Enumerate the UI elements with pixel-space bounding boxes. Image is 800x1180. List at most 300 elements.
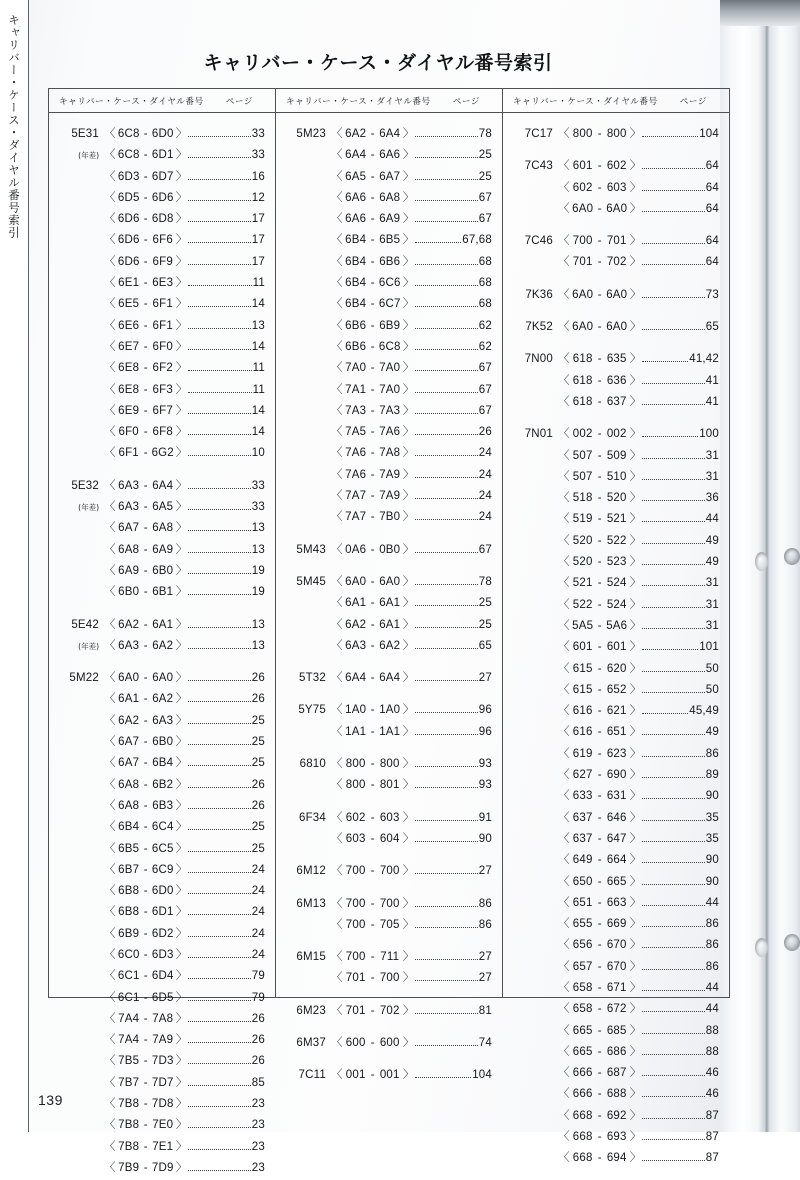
dial-number: 0B0 [379, 543, 401, 556]
pair-close-bracket: 〉 [175, 885, 188, 898]
pair-close-bracket: 〉 [629, 449, 642, 462]
case-dial-pair [331, 862, 414, 878]
case-number: 637 [572, 811, 593, 824]
entry-page-number: 73 [705, 288, 719, 301]
entry-page-number: 25 [478, 618, 492, 631]
pair-open-bracket: 〈 [558, 683, 570, 696]
case-number: 6A5 [345, 170, 367, 183]
caliber-group [49, 477, 275, 605]
dial-number: 647 [606, 832, 627, 845]
pair-open-bracket: 〈 [331, 918, 343, 931]
caliber-number-text: 6M15 [296, 951, 326, 964]
case-dial-pair [104, 776, 187, 792]
dial-number: 694 [606, 1152, 627, 1165]
binder-hole-near-bottom [755, 938, 768, 957]
dot-leader [642, 1118, 704, 1119]
caliber-number [57, 480, 104, 492]
case-number: 6C8 [117, 149, 140, 162]
column-header-main-label: キャリバー・ケース・ダイヤル番号 [59, 96, 204, 107]
entry-page-number: 78 [478, 575, 492, 588]
dial-number: 7A0 [379, 362, 401, 375]
dial-number: 6B5 [379, 234, 401, 247]
dial-number: 6F2 [152, 362, 173, 375]
dot-leader [188, 1021, 250, 1022]
case-number: 615 [572, 662, 593, 675]
index-entry-row [49, 967, 275, 988]
case-number: 701 [345, 972, 366, 985]
caliber-group [49, 616, 275, 659]
pair-separator: - [597, 1067, 602, 1080]
case-dial-pair [558, 1043, 641, 1059]
pair-close-bracket: 〉 [175, 319, 188, 332]
pair-separator: - [143, 522, 148, 535]
index-entry-row [49, 1074, 275, 1095]
case-dial-pair [331, 594, 414, 610]
pair-separator: - [143, 1140, 148, 1153]
pair-close-bracket: 〉 [175, 906, 188, 919]
caliber-number [284, 951, 331, 963]
dial-number: 6B1 [152, 586, 174, 599]
dial-number: 692 [606, 1109, 627, 1122]
dial-number: 646 [606, 811, 627, 824]
dial-number: 672 [606, 1003, 627, 1016]
dot-leader [415, 627, 477, 628]
case-number: 601 [572, 160, 593, 173]
dot-leader [415, 605, 477, 606]
pair-close-bracket: 〉 [175, 821, 188, 834]
entry-page-number: 10 [251, 447, 265, 460]
index-column-body-3 [503, 113, 729, 1171]
case-dial-pair [104, 498, 187, 514]
case-number: 6A3 [118, 639, 140, 652]
case-dial-pair [104, 519, 187, 535]
entry-page-number: 23 [251, 1161, 265, 1174]
index-entry-row [503, 574, 729, 595]
dot-leader [415, 349, 477, 350]
pair-open-bracket: 〈 [104, 778, 116, 791]
dial-number: 6D2 [151, 927, 174, 940]
caliber-number-text: 5M22 [69, 672, 99, 685]
index-column-body-2 [276, 113, 502, 1088]
case-number: 6A0 [118, 672, 140, 685]
entry-page-number: 14 [251, 426, 265, 439]
entry-page-number: 26 [251, 1055, 265, 1068]
pair-close-bracket: 〉 [175, 149, 188, 162]
pair-separator: - [143, 543, 148, 556]
case-dial-pair [104, 423, 187, 439]
pair-close-bracket: 〉 [175, 639, 188, 652]
dot-leader [415, 648, 477, 649]
pair-open-bracket: 〈 [104, 501, 116, 514]
caliber-number [284, 898, 331, 910]
case-dial-pair [331, 755, 414, 771]
case-number: 6D6 [117, 255, 140, 268]
case-number: 1A1 [345, 725, 367, 738]
dot-leader [415, 1077, 471, 1078]
pair-separator: - [143, 948, 148, 961]
case-number: 6B4 [345, 234, 367, 247]
index-entry-row [276, 809, 502, 830]
pair-separator: - [143, 1098, 148, 1111]
pair-close-bracket: 〉 [175, 1161, 188, 1174]
index-entry-row [276, 616, 502, 637]
index-entry-row [503, 745, 729, 766]
dial-number: 602 [606, 160, 627, 173]
index-entry-row [503, 318, 729, 339]
case-dial-pair [558, 873, 641, 889]
pair-separator: - [143, 128, 148, 140]
pair-close-bracket: 〉 [629, 1152, 642, 1165]
case-dial-pair [104, 840, 187, 856]
pair-open-bracket: 〈 [104, 149, 116, 162]
dial-number: 6D7 [151, 170, 174, 183]
case-dial-pair [104, 1116, 187, 1132]
entry-page-number: 67 [478, 404, 492, 417]
case-number: 002 [572, 428, 593, 441]
dial-number: 523 [606, 556, 627, 569]
case-dial-pair [558, 179, 641, 195]
entry-page-number: 26 [251, 1012, 265, 1025]
dial-number: 6A2 [379, 639, 401, 652]
case-dial-pair [104, 583, 187, 599]
pair-open-bracket: 〈 [558, 321, 570, 334]
pair-open-bracket: 〈 [104, 170, 116, 183]
dot-leader [415, 477, 477, 478]
dial-number: 7A8 [379, 447, 401, 460]
case-dial-pair [104, 146, 187, 162]
dial-number: 700 [379, 897, 400, 910]
dial-number: 6B0 [152, 564, 174, 577]
case-number: 6B9 [118, 927, 140, 940]
dial-number: 524 [606, 598, 627, 611]
pair-close-bracket: 〉 [175, 340, 188, 353]
entry-page-number: 26 [478, 426, 492, 439]
dot-leader [642, 436, 698, 437]
dial-number: 6A8 [152, 522, 174, 535]
case-number: 665 [572, 1024, 593, 1037]
index-entry-row [503, 851, 729, 872]
dot-leader [415, 413, 477, 414]
pair-open-bracket: 〈 [104, 543, 116, 556]
dot-leader [188, 627, 250, 628]
case-number: 6E8 [118, 362, 140, 375]
case-dial-pair [331, 1066, 414, 1082]
index-entry-row [276, 168, 502, 189]
pair-close-bracket: 〉 [175, 170, 188, 183]
case-number: 650 [572, 875, 593, 888]
index-entry-row [49, 946, 275, 967]
case-dial-pair [104, 754, 187, 770]
index-entry-row [49, 146, 275, 167]
dot-leader [188, 765, 250, 766]
index-entry-row [49, 338, 275, 359]
pair-separator: - [143, 842, 148, 855]
index-entry-row [49, 690, 275, 711]
entry-page-number: 45,49 [689, 705, 719, 718]
pair-close-bracket: 〉 [402, 277, 415, 290]
index-entry-row [49, 444, 275, 465]
dot-leader [642, 628, 704, 629]
dot-leader [415, 242, 461, 243]
case-number: 800 [572, 128, 593, 140]
pair-separator: - [370, 234, 375, 247]
pair-close-bracket: 〉 [629, 896, 642, 909]
index-entry-row [503, 809, 729, 830]
entry-page-number: 16 [251, 170, 265, 183]
case-number: 656 [572, 939, 593, 952]
caliber-group [276, 125, 502, 530]
dot-leader [188, 648, 250, 649]
pair-open-bracket: 〈 [558, 705, 570, 718]
case-dial-pair [331, 146, 414, 162]
dot-leader [415, 179, 477, 180]
entry-page-number: 67 [478, 213, 492, 226]
case-dial-pair [104, 1138, 187, 1154]
entry-page-number: 67,68 [462, 234, 492, 247]
pair-separator: - [143, 340, 148, 353]
dot-leader [188, 157, 250, 158]
pair-open-bracket: 〈 [558, 353, 570, 366]
pair-separator: - [597, 1024, 602, 1037]
entry-page-number: 17 [251, 213, 265, 226]
pair-close-bracket: 〉 [629, 598, 642, 611]
index-entry-row [49, 317, 275, 338]
index-entry-row [276, 317, 502, 338]
pair-close-bracket: 〉 [175, 128, 188, 140]
dial-number: 521 [606, 513, 627, 526]
index-entry-row [503, 1128, 729, 1149]
caliber-number-text: 7K52 [525, 321, 553, 334]
case-dial-pair [104, 444, 187, 460]
pair-open-bracket: 〈 [558, 598, 570, 611]
index-entry-row [49, 274, 275, 295]
pair-open-bracket: 〈 [558, 790, 570, 803]
pair-open-bracket: 〈 [558, 556, 570, 569]
pair-open-bracket: 〈 [104, 1140, 116, 1153]
entry-page-number: 64 [705, 202, 719, 215]
caliber-note: (年差) [78, 151, 99, 161]
entry-page-number: 24 [251, 863, 265, 876]
index-entry-row [276, 487, 502, 508]
case-dial-pair [558, 830, 641, 846]
pair-open-bracket: 〈 [331, 404, 343, 417]
case-dial-pair [331, 776, 414, 792]
pair-separator: - [597, 556, 602, 569]
caliber-group [276, 541, 502, 562]
case-number: 6A1 [118, 693, 140, 706]
pair-separator: - [143, 319, 148, 332]
index-entry-row [276, 253, 502, 274]
pair-separator: - [597, 662, 602, 675]
pair-open-bracket: 〈 [558, 875, 570, 888]
caliber-number [284, 1037, 331, 1049]
pair-separator: - [370, 383, 375, 396]
case-number: 6F0 [118, 426, 139, 439]
case-dial-pair [331, 466, 414, 482]
column-header-2 [276, 89, 502, 113]
pair-separator: - [370, 672, 375, 685]
pair-close-bracket: 〉 [402, 468, 415, 481]
dot-leader [188, 680, 250, 681]
pair-separator: - [370, 468, 375, 481]
dot-leader [642, 1054, 704, 1055]
dot-leader [415, 328, 477, 329]
case-dial-pair [558, 809, 641, 825]
case-number: 6C1 [117, 970, 140, 983]
index-entry-row [49, 125, 275, 146]
dot-leader [642, 713, 688, 714]
case-dial-pair [104, 946, 187, 962]
dial-number: 685 [606, 1024, 627, 1037]
index-entry-row [503, 873, 729, 894]
index-entry-row [276, 402, 502, 423]
index-entry-row [276, 381, 502, 402]
case-number: 6A0 [572, 321, 594, 334]
dot-leader [415, 136, 477, 137]
pair-close-bracket: 〉 [629, 854, 642, 867]
pair-close-bracket: 〉 [629, 428, 642, 441]
dot-leader [642, 136, 698, 137]
caliber-number [284, 544, 331, 556]
pair-close-bracket: 〉 [402, 255, 415, 268]
case-dial-pair [331, 723, 414, 739]
pair-close-bracket: 〉 [629, 321, 642, 334]
dot-leader [415, 980, 477, 981]
case-number: 627 [572, 769, 593, 782]
index-entry-row [49, 402, 275, 423]
pair-separator: - [370, 362, 375, 375]
dial-number: 509 [606, 449, 627, 462]
index-entry-row [276, 210, 502, 231]
pair-close-bracket: 〉 [629, 235, 642, 248]
dot-leader [415, 221, 477, 222]
pair-open-bracket: 〈 [104, 693, 116, 706]
pair-open-bracket: 〈 [104, 1161, 116, 1174]
column-header-main-label: キャリバー・ケース・ダイヤル番号 [286, 96, 431, 107]
case-number: 7A1 [345, 383, 367, 396]
dial-number: 7A9 [152, 1034, 174, 1047]
pair-open-bracket: 〈 [558, 811, 570, 824]
pair-close-bracket: 〉 [629, 513, 642, 526]
pair-close-bracket: 〉 [175, 255, 188, 268]
case-dial-pair [331, 338, 414, 354]
entry-page-number: 101 [699, 641, 719, 654]
pair-separator: - [143, 639, 148, 652]
case-dial-pair [104, 562, 187, 578]
case-number: 7A5 [345, 426, 367, 439]
pair-separator: - [370, 511, 375, 524]
pair-open-bracket: 〈 [331, 213, 343, 226]
dot-leader [642, 383, 704, 384]
case-dial-pair [558, 851, 641, 867]
entry-page-number: 25 [251, 714, 265, 727]
dot-leader [642, 1033, 704, 1034]
case-dial-pair [104, 1052, 187, 1068]
index-entry-row [49, 754, 275, 775]
case-number: 6D5 [117, 191, 140, 204]
dot-leader [188, 1149, 250, 1150]
case-number: 7B7 [118, 1076, 140, 1089]
pair-close-bracket: 〉 [175, 383, 188, 396]
entry-page-number: 23 [251, 1140, 265, 1153]
pair-open-bracket: 〈 [558, 513, 570, 526]
dot-leader [642, 841, 704, 842]
pair-close-bracket: 〉 [629, 1045, 642, 1058]
index-entry-row [49, 776, 275, 797]
caliber-group [276, 701, 502, 744]
case-number: 6A2 [345, 618, 367, 631]
index-entry-row [276, 231, 502, 252]
entry-page-number: 24 [251, 885, 265, 898]
pair-open-bracket: 〈 [104, 991, 116, 1004]
pair-open-bracket: 〈 [104, 821, 116, 834]
dot-leader [415, 434, 477, 435]
dial-number: 669 [606, 918, 627, 931]
dot-leader [188, 1085, 250, 1086]
dial-number: 6A9 [152, 543, 174, 556]
dial-number: 7A8 [152, 1012, 174, 1025]
pair-close-bracket: 〉 [175, 736, 188, 749]
dial-number: 623 [606, 747, 627, 760]
entry-page-number: 65 [478, 639, 492, 652]
index-column-body-1 [49, 113, 275, 1180]
index-entry-row [503, 979, 729, 1000]
index-entry-row [503, 596, 729, 617]
case-dial-pair [558, 894, 641, 910]
dot-leader [188, 413, 250, 414]
entry-page-number: 13 [251, 639, 265, 652]
caliber-number [511, 128, 558, 140]
case-dial-pair [104, 1031, 187, 1047]
pair-separator: - [370, 213, 375, 226]
dial-number: 635 [606, 353, 627, 366]
caliber-group [503, 350, 729, 414]
index-entry-row [49, 562, 275, 583]
pair-separator: - [597, 790, 602, 803]
index-entry-row [276, 862, 502, 883]
index-entry-row [276, 1002, 502, 1023]
case-dial-pair [558, 232, 641, 248]
pair-close-bracket: 〉 [175, 277, 188, 290]
pair-open-bracket: 〈 [558, 235, 570, 248]
pair-open-bracket: 〈 [331, 639, 343, 652]
entry-page-number: 35 [705, 811, 719, 824]
pair-open-bracket: 〈 [331, 340, 343, 353]
pair-open-bracket: 〈 [558, 202, 570, 215]
pair-separator: - [143, 255, 148, 268]
case-number: 6E6 [118, 319, 140, 332]
case-number: 668 [572, 1152, 593, 1165]
pair-open-bracket: 〈 [558, 769, 570, 782]
index-entry-row [503, 553, 729, 574]
case-dial-pair [331, 830, 414, 846]
entry-page-number: 67 [478, 543, 492, 556]
case-dial-pair [558, 1107, 641, 1123]
dial-number: 6F0 [152, 340, 173, 353]
index-entry-row [49, 989, 275, 1010]
dial-number: 6F6 [152, 234, 173, 247]
dot-leader [642, 564, 704, 565]
index-entry-row [503, 468, 729, 489]
case-number: 7A4 [118, 1012, 140, 1025]
index-entry-row [49, 903, 275, 924]
case-number: 7B5 [118, 1055, 140, 1068]
pair-separator: - [597, 769, 602, 782]
case-number: 6A2 [118, 714, 140, 727]
case-number: 700 [345, 897, 366, 910]
index-entry-row [49, 498, 275, 519]
case-dial-pair [331, 125, 414, 141]
